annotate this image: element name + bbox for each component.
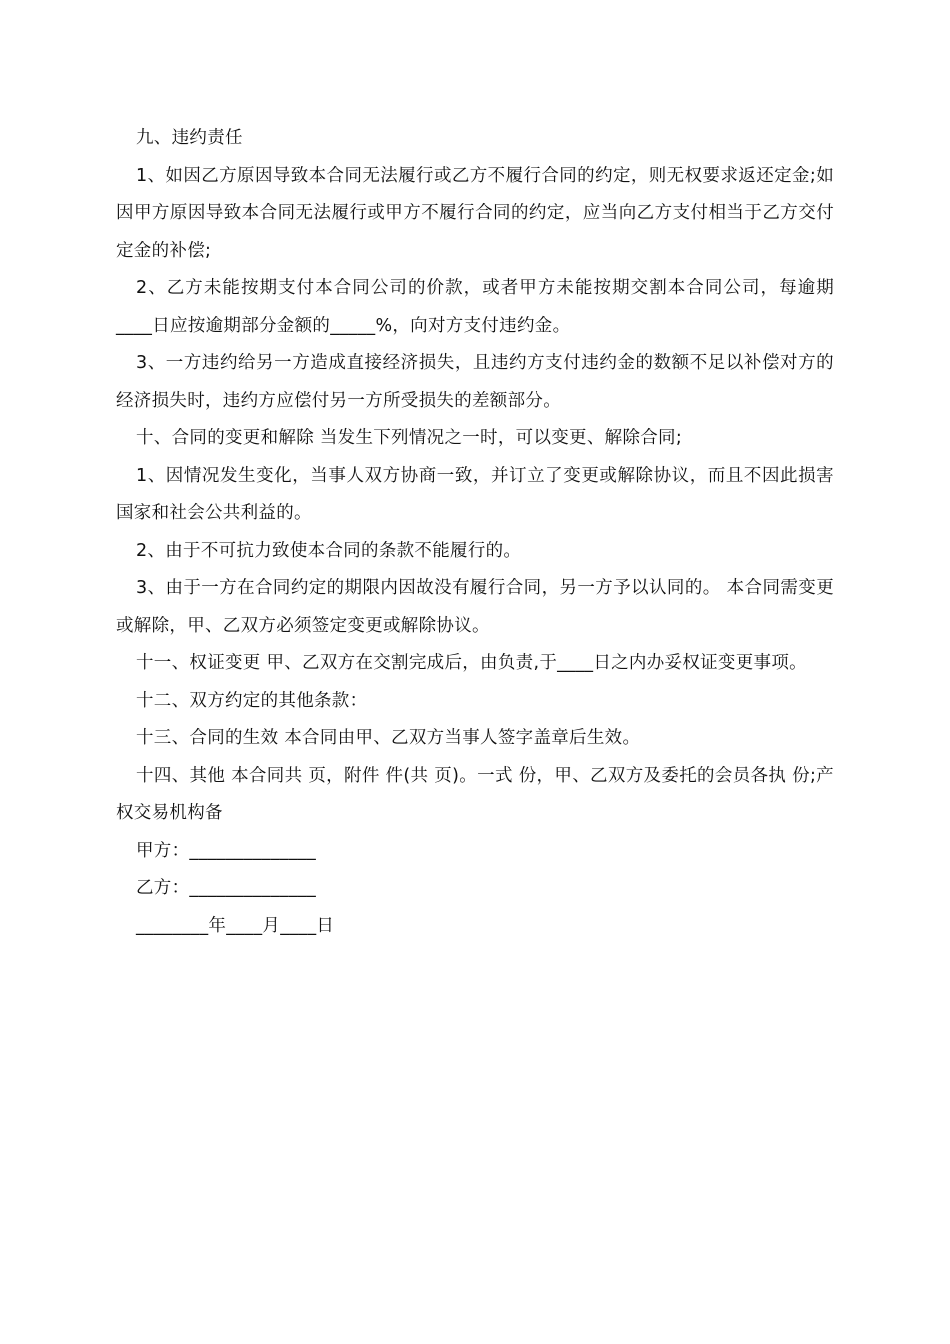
section-heading-title-change: 十一、权证变更 甲、乙双方在交割完成后，由负责,于____日之内办妥权证变更事项。 xyxy=(136,653,807,673)
clause-paragraph: 3、由于一方在合同约定的期限内因故没有履行合同，另一方予以认同的。 本合同需变更或解除，甲、乙双方必须签定变更或解除协议。 xyxy=(116,578,834,636)
section-heading-misc: 十四、其他 本合同共 页，附件 件(共 页)。一式 份，甲、乙双方及委托的会员各执 份;产权交易机构备 xyxy=(116,765,834,823)
clause-paragraph: 3、一方违约给另一方造成直接经济损失，且违约方支付违约金的数额不足以补偿对方的经济损失时，违约方应偿付另一方所受损失的差额部分。 xyxy=(116,353,834,411)
section-heading-effect: 十三、合同的生效 本合同由甲、乙双方当事人签字盖章后生效。 xyxy=(136,728,641,748)
section-heading-other-terms: 十二、双方约定的其他条款： xyxy=(136,690,368,711)
contract-body xyxy=(116,120,834,945)
clause-paragraph: 1、因情况发生变化，当事人双方协商一致，并订立了变更或解除协议，而且不因此损害国家和社会公共利益的。 xyxy=(116,465,834,523)
section-heading-breach: 九、违约责任 xyxy=(136,128,243,148)
signature-party-b: 乙方：______________ xyxy=(136,878,317,898)
section-heading-change: 十、合同的变更和解除 当发生下列情况之一时，可以变更、解除合同; xyxy=(136,428,683,448)
signature-party-a: 甲方：______________ xyxy=(136,840,317,861)
clause-paragraph: 2、乙方未能按期支付本合同公司的价款，或者甲方未能按期交割本合同公司，每逾期____日应按逾期部分金额的_____%，向对方支付违约金。 xyxy=(116,278,834,336)
clause-paragraph: 1、如因乙方原因导致本合同无法履行或乙方不履行合同的约定，则无权要求返还定金;如因甲方原因导致本合同无法履行或甲方不履行合同的约定，应当向乙方支付相当于乙方交付定金的补偿; xyxy=(116,165,834,261)
clause-paragraph: 2、由于不可抗力致使本合同的条款不能履行的。 xyxy=(136,540,522,561)
signature-date: ________年____月____日 xyxy=(136,915,335,936)
